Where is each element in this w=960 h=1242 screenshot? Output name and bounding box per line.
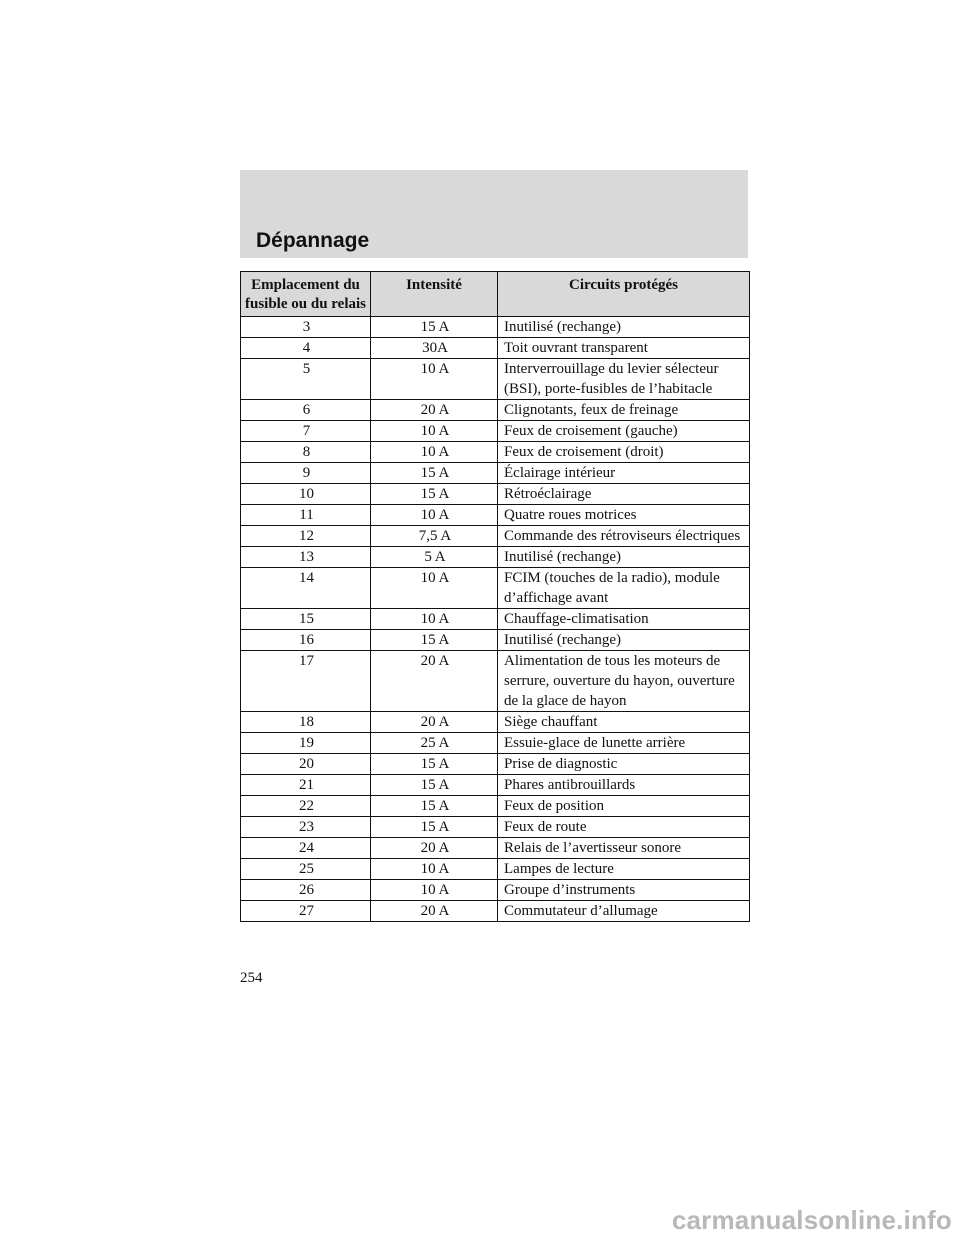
column-header-circuits: Circuits protégés — [498, 272, 750, 317]
table-row — [241, 421, 750, 442]
fuse-table — [240, 271, 750, 922]
fuse-circuit-cell: Commande des rétroviseurs électriques — [498, 526, 750, 547]
fuse-location-cell: 24 — [241, 838, 371, 859]
fuse-amperage-cell: 10 A — [371, 505, 498, 526]
fuse-amperage-cell: 15 A — [371, 463, 498, 484]
fuse-amperage-cell: 15 A — [371, 317, 498, 338]
fuse-location-cell: 6 — [241, 400, 371, 421]
fuse-location-cell: 18 — [241, 712, 371, 733]
table-row — [241, 901, 750, 922]
fuse-circuit-cell: Chauffage-climatisation — [498, 609, 750, 630]
table-row — [241, 442, 750, 463]
fuse-table-body — [241, 317, 750, 922]
fuse-location-cell: 12 — [241, 526, 371, 547]
fuse-location-cell: 21 — [241, 775, 371, 796]
fuse-circuit-cell: Prise de diagnostic — [498, 754, 750, 775]
table-row — [241, 838, 750, 859]
fuse-circuit-cell: Éclairage intérieur — [498, 463, 750, 484]
fuse-amperage-cell: 5 A — [371, 547, 498, 568]
fuse-location-cell: 11 — [241, 505, 371, 526]
fuse-location-cell: 19 — [241, 733, 371, 754]
fuse-amperage-cell: 20 A — [371, 712, 498, 733]
table-row — [241, 775, 750, 796]
fuse-location-cell: 27 — [241, 901, 371, 922]
fuse-location-cell: 15 — [241, 609, 371, 630]
table-row — [241, 630, 750, 651]
fuse-location-cell: 4 — [241, 338, 371, 359]
table-row — [241, 526, 750, 547]
table-row — [241, 400, 750, 421]
table-row — [241, 733, 750, 754]
section-title: Dépannage — [256, 229, 370, 252]
fuse-location-cell: 9 — [241, 463, 371, 484]
table-row — [241, 484, 750, 505]
fuse-amperage-cell: 15 A — [371, 484, 498, 505]
fuse-amperage-cell: 20 A — [371, 400, 498, 421]
fuse-circuit-cell: Quatre roues motrices — [498, 505, 750, 526]
fuse-circuit-cell: Feux de route — [498, 817, 750, 838]
fuse-location-cell: 10 — [241, 484, 371, 505]
fuse-amperage-cell: 15 A — [371, 817, 498, 838]
fuse-amperage-cell: 20 A — [371, 838, 498, 859]
table-row — [241, 359, 750, 400]
fuse-amperage-cell: 10 A — [371, 609, 498, 630]
fuse-circuit-cell: Interverrouillage du levier sélecteur (BSI), porte-fusibles de l’habitacle — [498, 359, 750, 400]
table-row — [241, 463, 750, 484]
fuse-amperage-cell: 10 A — [371, 442, 498, 463]
section-header-band — [240, 170, 748, 258]
table-row — [241, 754, 750, 775]
fuse-location-cell: 8 — [241, 442, 371, 463]
fuse-circuit-cell: Rétroéclairage — [498, 484, 750, 505]
fuse-circuit-cell: Inutilisé (rechange) — [498, 317, 750, 338]
fuse-location-cell: 13 — [241, 547, 371, 568]
fuse-location-cell: 3 — [241, 317, 371, 338]
fuse-location-cell: 14 — [241, 568, 371, 609]
fuse-location-cell: 22 — [241, 796, 371, 817]
fuse-amperage-cell: 10 A — [371, 359, 498, 400]
fuse-amperage-cell: 15 A — [371, 796, 498, 817]
fuse-table-header-row — [241, 272, 750, 317]
table-row — [241, 338, 750, 359]
fuse-circuit-cell: Essuie-glace de lunette arrière — [498, 733, 750, 754]
column-header-amperage: Intensité — [371, 272, 498, 317]
fuse-circuit-cell: Toit ouvrant transparent — [498, 338, 750, 359]
fuse-circuit-cell: Inutilisé (rechange) — [498, 547, 750, 568]
fuse-location-cell: 23 — [241, 817, 371, 838]
table-row — [241, 317, 750, 338]
fuse-amperage-cell: 25 A — [371, 733, 498, 754]
fuse-amperage-cell: 15 A — [371, 754, 498, 775]
fuse-location-cell: 25 — [241, 859, 371, 880]
fuse-amperage-cell: 10 A — [371, 859, 498, 880]
fuse-amperage-cell: 20 A — [371, 901, 498, 922]
fuse-amperage-cell: 15 A — [371, 775, 498, 796]
table-row — [241, 859, 750, 880]
table-row — [241, 505, 750, 526]
fuse-amperage-cell: 30A — [371, 338, 498, 359]
column-header-location: Emplacement du fusible ou du relais — [241, 272, 371, 317]
fuse-circuit-cell: Groupe d’instruments — [498, 880, 750, 901]
fuse-amperage-cell: 10 A — [371, 421, 498, 442]
page-number: 254 — [240, 970, 263, 986]
fuse-circuit-cell: Feux de croisement (droit) — [498, 442, 750, 463]
fuse-circuit-cell: Relais de l’avertisseur sonore — [498, 838, 750, 859]
table-row — [241, 880, 750, 901]
fuse-location-cell: 5 — [241, 359, 371, 400]
table-row — [241, 712, 750, 733]
fuse-amperage-cell: 20 A — [371, 651, 498, 712]
fuse-amperage-cell: 7,5 A — [371, 526, 498, 547]
table-row — [241, 651, 750, 712]
fuse-location-cell: 16 — [241, 630, 371, 651]
table-row — [241, 609, 750, 630]
fuse-circuit-cell: Clignotants, feux de freinage — [498, 400, 750, 421]
fuse-circuit-cell: Siège chauffant — [498, 712, 750, 733]
fuse-location-cell: 17 — [241, 651, 371, 712]
watermark: carmanualsonline.info — [671, 1205, 952, 1235]
fuse-amperage-cell: 10 A — [371, 568, 498, 609]
fuse-circuit-cell: Phares antibrouillards — [498, 775, 750, 796]
fuse-circuit-cell: Feux de croisement (gauche) — [498, 421, 750, 442]
fuse-circuit-cell: Commutateur d’allumage — [498, 901, 750, 922]
fuse-circuit-cell: Alimentation de tous les moteurs de serrure, ouverture du hayon, ouverture de la glace de hayon — [498, 651, 750, 712]
fuse-circuit-cell: Inutilisé (rechange) — [498, 630, 750, 651]
table-row — [241, 568, 750, 609]
fuse-circuit-cell: FCIM (touches de la radio), module d’affichage avant — [498, 568, 750, 609]
fuse-location-cell: 7 — [241, 421, 371, 442]
fuse-circuit-cell: Feux de position — [498, 796, 750, 817]
fuse-amperage-cell: 15 A — [371, 630, 498, 651]
fuse-circuit-cell: Lampes de lecture — [498, 859, 750, 880]
fuse-amperage-cell: 10 A — [371, 880, 498, 901]
table-row — [241, 796, 750, 817]
table-row — [241, 547, 750, 568]
table-row — [241, 817, 750, 838]
fuse-location-cell: 26 — [241, 880, 371, 901]
fuse-location-cell: 20 — [241, 754, 371, 775]
